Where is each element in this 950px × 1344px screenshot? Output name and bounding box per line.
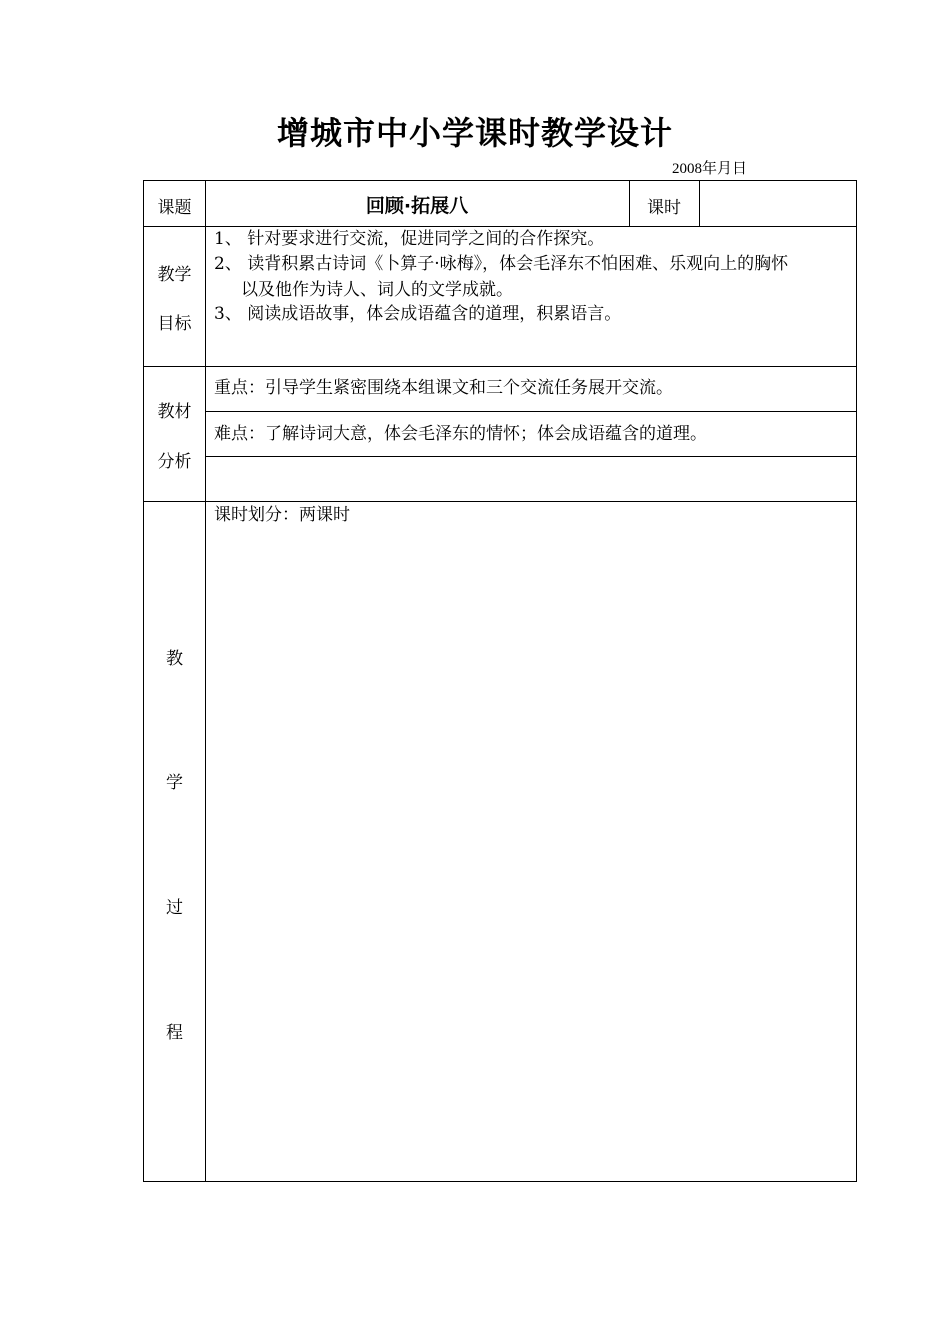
analysis-label-line1: 教材: [157, 402, 192, 422]
objective-item: 1、 针对要求进行交流，促进同学之间的合作探究。: [214, 229, 605, 249]
row-divider: [144, 501, 856, 502]
objective-item: 以及他作为诗人、词人的文学成就。: [214, 280, 514, 300]
document-title: 增城市中小学课时教学设计: [276, 114, 673, 152]
row-divider: [205, 456, 856, 457]
column-divider: [205, 181, 206, 1181]
process-label-char: 学: [166, 773, 183, 793]
period-label: 课时: [647, 198, 681, 218]
topic-label: 课题: [157, 198, 192, 218]
objectives-label-line2: 目标: [157, 314, 192, 334]
objective-item: 3、 阅读成语故事，体会成语蕴含的道理，积累语言。: [214, 304, 622, 324]
process-label-char: 教: [166, 649, 183, 669]
objectives-label-line1: 教学: [157, 265, 192, 285]
process-label-char: 程: [166, 1023, 183, 1043]
row-divider: [144, 366, 856, 367]
process-label-char: 过: [166, 898, 183, 918]
row-divider: [205, 411, 856, 412]
column-divider: [699, 181, 700, 226]
difficulty-point: 难点：了解诗词大意，体会毛泽东的情怀；体会成语蕴含的道理。: [214, 424, 707, 444]
topic-value: 回顾·拓展八: [365, 195, 469, 217]
document-date: 2008年月日: [672, 161, 748, 177]
lesson-plan-table: [143, 180, 857, 1182]
objective-item: 2、 读背积累古诗词《卜算子·咏梅》，体会毛泽东不怕困难、乐观向上的胸怀: [214, 254, 789, 274]
key-point: 重点：引导学生紧密围绕本组课文和三个交流任务展开交流。: [214, 378, 673, 398]
period-division: 课时划分：两课时: [214, 505, 350, 525]
analysis-label-line2: 分析: [157, 452, 192, 472]
